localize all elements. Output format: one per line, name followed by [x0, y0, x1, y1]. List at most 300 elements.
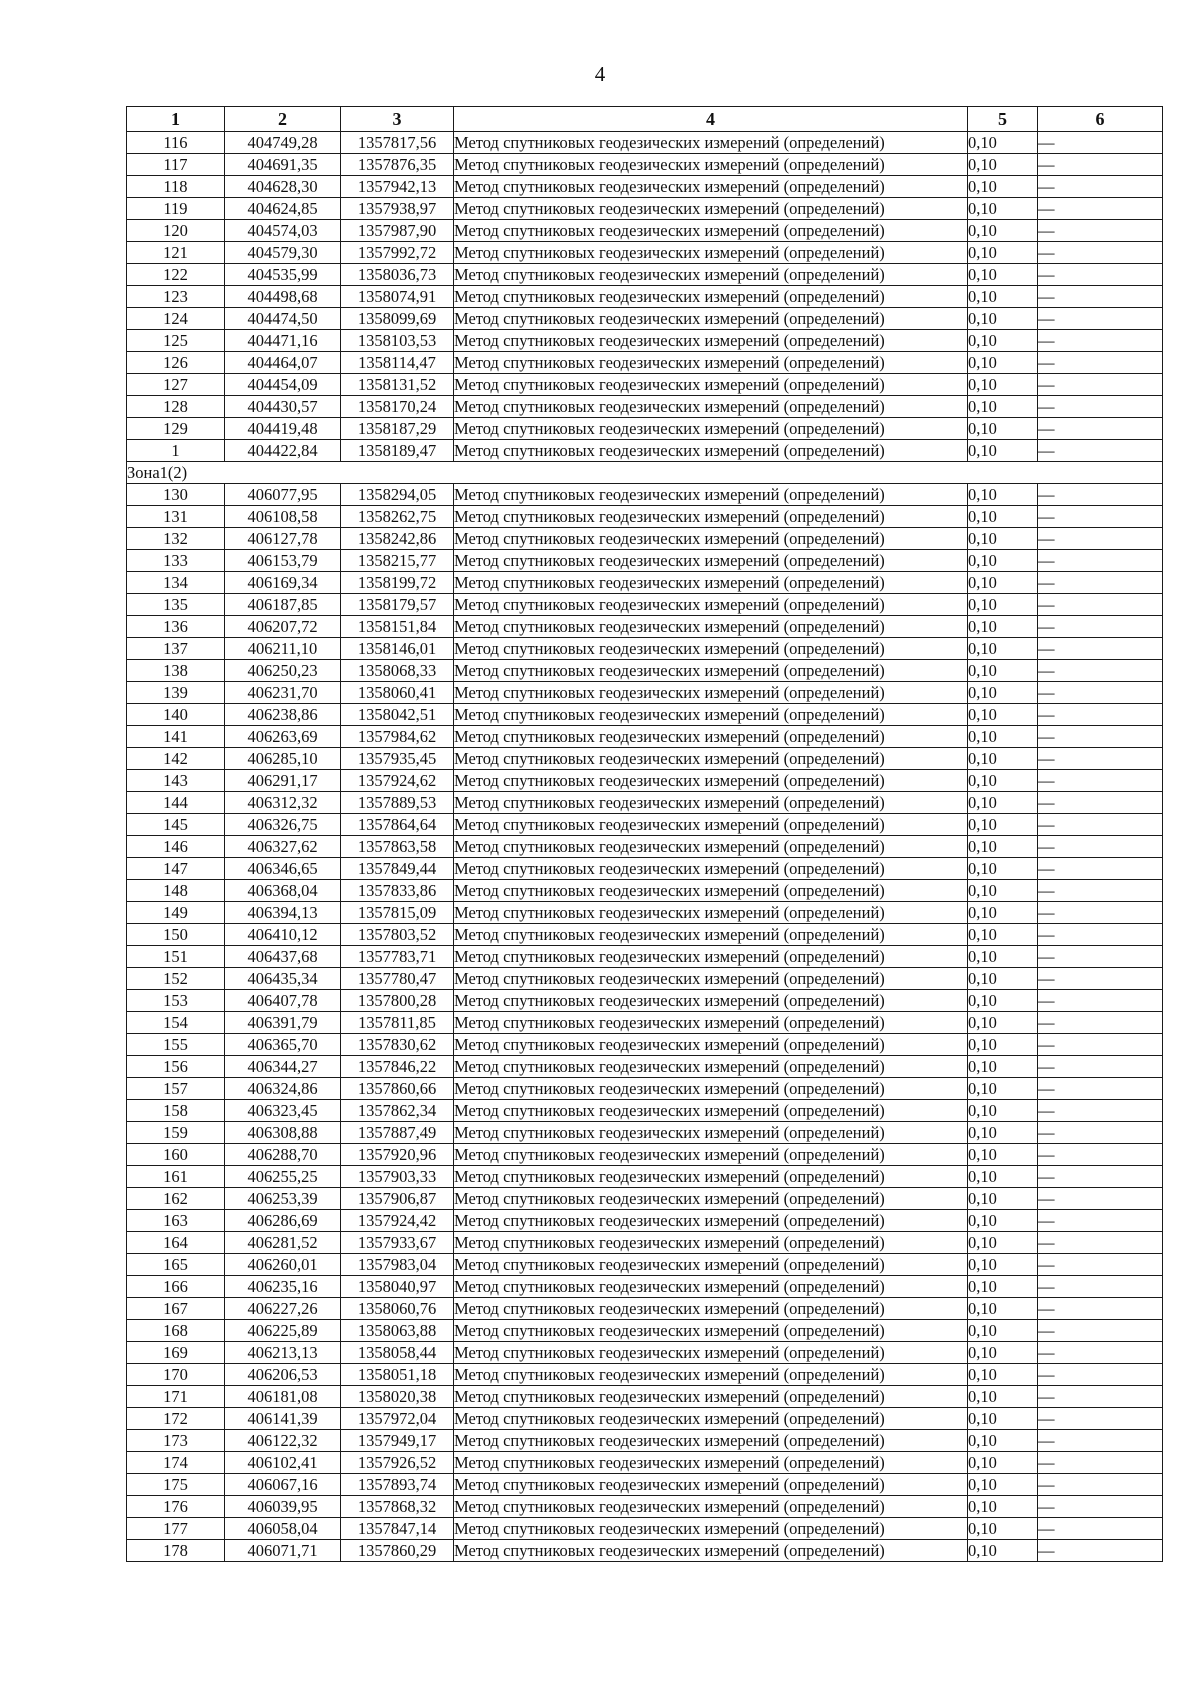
y-coordinate-cell: 1358187,29: [341, 418, 454, 440]
y-coordinate-cell: 1358294,05: [341, 484, 454, 506]
description-cell: —: [1038, 1276, 1163, 1298]
table-row: [127, 1430, 1163, 1452]
accuracy-cell: 0,10: [968, 814, 1038, 836]
accuracy-cell: 0,10: [968, 616, 1038, 638]
point-number-cell: 150: [127, 924, 225, 946]
method-cell: Метод спутниковых геодезических измерений (определений): [454, 1452, 968, 1474]
point-number-cell: 145: [127, 814, 225, 836]
description-cell: —: [1038, 594, 1163, 616]
description-cell: —: [1038, 968, 1163, 990]
column-header-x: 2: [225, 107, 341, 132]
accuracy-cell: 0,10: [968, 726, 1038, 748]
method-cell: Метод спутниковых геодезических измерений (определений): [454, 792, 968, 814]
point-number-cell: 1: [127, 440, 225, 462]
method-cell: Метод спутниковых геодезических измерений (определений): [454, 1166, 968, 1188]
point-number-cell: 177: [127, 1518, 225, 1540]
table-row: [127, 572, 1163, 594]
y-coordinate-cell: 1357924,42: [341, 1210, 454, 1232]
x-coordinate-cell: 406312,32: [225, 792, 341, 814]
method-cell: Метод спутниковых геодезических измерений (определений): [454, 440, 968, 462]
x-coordinate-cell: 406326,75: [225, 814, 341, 836]
table-row: [127, 1386, 1163, 1408]
point-number-cell: 149: [127, 902, 225, 924]
y-coordinate-cell: 1357783,71: [341, 946, 454, 968]
table-row: [127, 814, 1163, 836]
x-coordinate-cell: 404749,28: [225, 132, 341, 154]
y-coordinate-cell: 1357833,86: [341, 880, 454, 902]
description-cell: —: [1038, 1254, 1163, 1276]
description-cell: —: [1038, 528, 1163, 550]
accuracy-cell: 0,10: [968, 1100, 1038, 1122]
point-number-cell: 172: [127, 1408, 225, 1430]
point-number-cell: 140: [127, 704, 225, 726]
accuracy-cell: 0,10: [968, 154, 1038, 176]
point-number-cell: 163: [127, 1210, 225, 1232]
description-cell: —: [1038, 1408, 1163, 1430]
page-number: 4: [594, 62, 606, 86]
table-row: [127, 264, 1163, 286]
point-number-cell: 152: [127, 968, 225, 990]
x-coordinate-cell: 404628,30: [225, 176, 341, 198]
table-row: [127, 770, 1163, 792]
description-cell: —: [1038, 1166, 1163, 1188]
point-number-cell: 176: [127, 1496, 225, 1518]
method-cell: Метод спутниковых геодезических измерений (определений): [454, 1056, 968, 1078]
x-coordinate-cell: 406067,16: [225, 1474, 341, 1496]
description-cell: —: [1038, 264, 1163, 286]
y-coordinate-cell: 1357938,97: [341, 198, 454, 220]
point-number-cell: 127: [127, 374, 225, 396]
description-cell: —: [1038, 1232, 1163, 1254]
accuracy-cell: 0,10: [968, 968, 1038, 990]
table-row: [127, 616, 1163, 638]
x-coordinate-cell: 406169,34: [225, 572, 341, 594]
y-coordinate-cell: 1357863,58: [341, 836, 454, 858]
x-coordinate-cell: 404624,85: [225, 198, 341, 220]
description-cell: —: [1038, 1034, 1163, 1056]
x-coordinate-cell: 404579,30: [225, 242, 341, 264]
table-row: [127, 924, 1163, 946]
column-header-method: 4: [454, 107, 968, 132]
method-cell: Метод спутниковых геодезических измерений (определений): [454, 242, 968, 264]
method-cell: Метод спутниковых геодезических измерений (определений): [454, 726, 968, 748]
accuracy-cell: 0,10: [968, 1122, 1038, 1144]
accuracy-cell: 0,10: [968, 550, 1038, 572]
method-cell: Метод спутниковых геодезических измерений (определений): [454, 308, 968, 330]
y-coordinate-cell: 1357887,49: [341, 1122, 454, 1144]
method-cell: Метод спутниковых геодезических измерений (определений): [454, 660, 968, 682]
description-cell: —: [1038, 880, 1163, 902]
table-row: [127, 1166, 1163, 1188]
method-cell: Метод спутниковых геодезических измерений (определений): [454, 572, 968, 594]
description-cell: —: [1038, 638, 1163, 660]
x-coordinate-cell: 406181,08: [225, 1386, 341, 1408]
x-coordinate-cell: 406253,39: [225, 1188, 341, 1210]
point-number-cell: 120: [127, 220, 225, 242]
y-coordinate-cell: 1357992,72: [341, 242, 454, 264]
zone-header-row: [127, 462, 1163, 484]
method-cell: Метод спутниковых геодезических измерений (определений): [454, 396, 968, 418]
y-coordinate-cell: 1357889,53: [341, 792, 454, 814]
description-cell: —: [1038, 132, 1163, 154]
accuracy-cell: 0,10: [968, 264, 1038, 286]
point-number-cell: 142: [127, 748, 225, 770]
y-coordinate-cell: 1357876,35: [341, 154, 454, 176]
method-cell: Метод спутниковых геодезических измерений (определений): [454, 1342, 968, 1364]
accuracy-cell: 0,10: [968, 242, 1038, 264]
x-coordinate-cell: 406250,23: [225, 660, 341, 682]
point-number-cell: 146: [127, 836, 225, 858]
y-coordinate-cell: 1357849,44: [341, 858, 454, 880]
description-cell: —: [1038, 1430, 1163, 1452]
x-coordinate-cell: 406344,27: [225, 1056, 341, 1078]
method-cell: Метод спутниковых геодезических измерений (определений): [454, 1320, 968, 1342]
method-cell: Метод спутниковых геодезических измерений (определений): [454, 616, 968, 638]
accuracy-cell: 0,10: [968, 572, 1038, 594]
description-cell: —: [1038, 1496, 1163, 1518]
accuracy-cell: 0,10: [968, 902, 1038, 924]
y-coordinate-cell: 1358040,97: [341, 1276, 454, 1298]
method-cell: Метод спутниковых геодезических измерений (определений): [454, 264, 968, 286]
description-cell: —: [1038, 704, 1163, 726]
accuracy-cell: 0,10: [968, 132, 1038, 154]
y-coordinate-cell: 1358242,86: [341, 528, 454, 550]
x-coordinate-cell: 404454,09: [225, 374, 341, 396]
method-cell: Метод спутниковых геодезических измерений (определений): [454, 550, 968, 572]
accuracy-cell: 0,10: [968, 880, 1038, 902]
point-number-cell: 119: [127, 198, 225, 220]
table-row: [127, 946, 1163, 968]
accuracy-cell: 0,10: [968, 440, 1038, 462]
y-coordinate-cell: 1357830,62: [341, 1034, 454, 1056]
table-row: [127, 1518, 1163, 1540]
table-row: [127, 154, 1163, 176]
accuracy-cell: 0,10: [968, 1430, 1038, 1452]
y-coordinate-cell: 1357903,33: [341, 1166, 454, 1188]
method-cell: Метод спутниковых геодезических измерений (определений): [454, 528, 968, 550]
point-number-cell: 154: [127, 1012, 225, 1034]
accuracy-cell: 0,10: [968, 1386, 1038, 1408]
method-cell: Метод спутниковых геодезических измерений (определений): [454, 836, 968, 858]
table-row: [127, 880, 1163, 902]
method-cell: Метод спутниковых геодезических измерений (определений): [454, 1100, 968, 1122]
y-coordinate-cell: 1357868,32: [341, 1496, 454, 1518]
x-coordinate-cell: 406285,10: [225, 748, 341, 770]
x-coordinate-cell: 404535,99: [225, 264, 341, 286]
table-row: [127, 836, 1163, 858]
method-cell: Метод спутниковых геодезических измерений (определений): [454, 1386, 968, 1408]
method-cell: Метод спутниковых геодезических измерений (определений): [454, 814, 968, 836]
point-number-cell: 121: [127, 242, 225, 264]
point-number-cell: 128: [127, 396, 225, 418]
x-coordinate-cell: 406127,78: [225, 528, 341, 550]
table-row: [127, 638, 1163, 660]
description-cell: —: [1038, 814, 1163, 836]
table-body: [127, 132, 1163, 1562]
table-row: [127, 1188, 1163, 1210]
accuracy-cell: 0,10: [968, 1012, 1038, 1034]
method-cell: Метод спутниковых геодезических измерений (определений): [454, 1474, 968, 1496]
accuracy-cell: 0,10: [968, 1144, 1038, 1166]
accuracy-cell: 0,10: [968, 1320, 1038, 1342]
x-coordinate-cell: 406238,86: [225, 704, 341, 726]
x-coordinate-cell: 406323,45: [225, 1100, 341, 1122]
accuracy-cell: 0,10: [968, 924, 1038, 946]
x-coordinate-cell: 404691,35: [225, 154, 341, 176]
x-coordinate-cell: 406231,70: [225, 682, 341, 704]
x-coordinate-cell: 406288,70: [225, 1144, 341, 1166]
table-row: [127, 484, 1163, 506]
y-coordinate-cell: 1357817,56: [341, 132, 454, 154]
x-coordinate-cell: 406211,10: [225, 638, 341, 660]
method-cell: Метод спутниковых геодезических измерений (определений): [454, 1078, 968, 1100]
accuracy-cell: 0,10: [968, 330, 1038, 352]
y-coordinate-cell: 1358189,47: [341, 440, 454, 462]
accuracy-cell: 0,10: [968, 352, 1038, 374]
y-coordinate-cell: 1358060,76: [341, 1298, 454, 1320]
table-row: [127, 1408, 1163, 1430]
x-coordinate-cell: 406122,32: [225, 1430, 341, 1452]
y-coordinate-cell: 1358060,41: [341, 682, 454, 704]
point-number-cell: 171: [127, 1386, 225, 1408]
x-coordinate-cell: 406391,79: [225, 1012, 341, 1034]
description-cell: —: [1038, 308, 1163, 330]
description-cell: —: [1038, 1012, 1163, 1034]
point-number-cell: 159: [127, 1122, 225, 1144]
method-cell: Метод спутниковых геодезических измерений (определений): [454, 352, 968, 374]
point-number-cell: 173: [127, 1430, 225, 1452]
x-coordinate-cell: 404474,50: [225, 308, 341, 330]
x-coordinate-cell: 404498,68: [225, 286, 341, 308]
method-cell: Метод спутниковых геодезических измерений (определений): [454, 1122, 968, 1144]
y-coordinate-cell: 1358103,53: [341, 330, 454, 352]
x-coordinate-cell: 406039,95: [225, 1496, 341, 1518]
description-cell: —: [1038, 572, 1163, 594]
y-coordinate-cell: 1357933,67: [341, 1232, 454, 1254]
point-number-cell: 133: [127, 550, 225, 572]
accuracy-cell: 0,10: [968, 836, 1038, 858]
table-row: [127, 660, 1163, 682]
y-coordinate-cell: 1357864,64: [341, 814, 454, 836]
y-coordinate-cell: 1358114,47: [341, 352, 454, 374]
table-row: [127, 1100, 1163, 1122]
y-coordinate-cell: 1358074,91: [341, 286, 454, 308]
point-number-cell: 148: [127, 880, 225, 902]
point-number-cell: 151: [127, 946, 225, 968]
x-coordinate-cell: 406437,68: [225, 946, 341, 968]
point-number-cell: 116: [127, 132, 225, 154]
y-coordinate-cell: 1357924,62: [341, 770, 454, 792]
x-coordinate-cell: 406206,53: [225, 1364, 341, 1386]
x-coordinate-cell: 406346,65: [225, 858, 341, 880]
x-coordinate-cell: 406102,41: [225, 1452, 341, 1474]
x-coordinate-cell: 406187,85: [225, 594, 341, 616]
description-cell: —: [1038, 792, 1163, 814]
table-row: [127, 1452, 1163, 1474]
x-coordinate-cell: 406225,89: [225, 1320, 341, 1342]
point-number-cell: 139: [127, 682, 225, 704]
x-coordinate-cell: 406394,13: [225, 902, 341, 924]
accuracy-cell: 0,10: [968, 1188, 1038, 1210]
x-coordinate-cell: 406263,69: [225, 726, 341, 748]
table-row: [127, 396, 1163, 418]
x-coordinate-cell: 406435,34: [225, 968, 341, 990]
method-cell: Метод спутниковых геодезических измерений (определений): [454, 506, 968, 528]
point-number-cell: 161: [127, 1166, 225, 1188]
column-header-accuracy: 5: [968, 107, 1038, 132]
point-number-cell: 136: [127, 616, 225, 638]
point-number-cell: 162: [127, 1188, 225, 1210]
description-cell: —: [1038, 550, 1163, 572]
accuracy-cell: 0,10: [968, 1298, 1038, 1320]
y-coordinate-cell: 1357847,14: [341, 1518, 454, 1540]
table-row: [127, 1232, 1163, 1254]
y-coordinate-cell: 1358036,73: [341, 264, 454, 286]
description-cell: —: [1038, 220, 1163, 242]
method-cell: Метод спутниковых геодезических измерений (определений): [454, 682, 968, 704]
point-number-cell: 174: [127, 1452, 225, 1474]
x-coordinate-cell: 406255,25: [225, 1166, 341, 1188]
accuracy-cell: 0,10: [968, 484, 1038, 506]
x-coordinate-cell: 406368,04: [225, 880, 341, 902]
accuracy-cell: 0,10: [968, 638, 1038, 660]
point-number-cell: 158: [127, 1100, 225, 1122]
method-cell: Метод спутниковых геодезических измерений (определений): [454, 132, 968, 154]
description-cell: —: [1038, 1342, 1163, 1364]
accuracy-cell: 0,10: [968, 660, 1038, 682]
method-cell: Метод спутниковых геодезических измерений (определений): [454, 858, 968, 880]
y-coordinate-cell: 1357983,04: [341, 1254, 454, 1276]
y-coordinate-cell: 1357815,09: [341, 902, 454, 924]
table-row: [127, 1320, 1163, 1342]
point-number-cell: 125: [127, 330, 225, 352]
point-number-cell: 117: [127, 154, 225, 176]
x-coordinate-cell: 406207,72: [225, 616, 341, 638]
y-coordinate-cell: 1357846,22: [341, 1056, 454, 1078]
point-number-cell: 143: [127, 770, 225, 792]
table-row: [127, 1496, 1163, 1518]
description-cell: —: [1038, 1100, 1163, 1122]
x-coordinate-cell: 406410,12: [225, 924, 341, 946]
method-cell: Метод спутниковых геодезических измерений (определений): [454, 594, 968, 616]
x-coordinate-cell: 406153,79: [225, 550, 341, 572]
y-coordinate-cell: 1358058,44: [341, 1342, 454, 1364]
method-cell: Метод спутниковых геодезических измерений (определений): [454, 176, 968, 198]
y-coordinate-cell: 1358068,33: [341, 660, 454, 682]
y-coordinate-cell: 1357800,28: [341, 990, 454, 1012]
table-row: [127, 1474, 1163, 1496]
point-number-cell: 156: [127, 1056, 225, 1078]
description-cell: —: [1038, 242, 1163, 264]
accuracy-cell: 0,10: [968, 770, 1038, 792]
accuracy-cell: 0,10: [968, 858, 1038, 880]
accuracy-cell: 0,10: [968, 1232, 1038, 1254]
description-cell: —: [1038, 836, 1163, 858]
point-number-cell: 169: [127, 1342, 225, 1364]
point-number-cell: 122: [127, 264, 225, 286]
table-row: [127, 242, 1163, 264]
x-coordinate-cell: 404471,16: [225, 330, 341, 352]
accuracy-cell: 0,10: [968, 176, 1038, 198]
description-cell: —: [1038, 176, 1163, 198]
method-cell: Метод спутниковых геодезических измерений (определений): [454, 1408, 968, 1430]
table-row: [127, 1298, 1163, 1320]
x-coordinate-cell: 404430,57: [225, 396, 341, 418]
point-number-cell: 167: [127, 1298, 225, 1320]
description-cell: —: [1038, 1452, 1163, 1474]
y-coordinate-cell: 1357942,13: [341, 176, 454, 198]
method-cell: Метод спутниковых геодезических измерений (определений): [454, 154, 968, 176]
accuracy-cell: 0,10: [968, 990, 1038, 1012]
point-number-cell: 131: [127, 506, 225, 528]
y-coordinate-cell: 1358063,88: [341, 1320, 454, 1342]
y-coordinate-cell: 1357780,47: [341, 968, 454, 990]
x-coordinate-cell: 406141,39: [225, 1408, 341, 1430]
x-coordinate-cell: 406108,58: [225, 506, 341, 528]
table-row: [127, 1276, 1163, 1298]
column-header-point: 1: [127, 107, 225, 132]
accuracy-cell: 0,10: [968, 1452, 1038, 1474]
description-cell: —: [1038, 990, 1163, 1012]
table-row: [127, 1144, 1163, 1166]
accuracy-cell: 0,10: [968, 198, 1038, 220]
y-coordinate-cell: 1358170,24: [341, 396, 454, 418]
accuracy-cell: 0,10: [968, 682, 1038, 704]
table-row: [127, 550, 1163, 572]
accuracy-cell: 0,10: [968, 1364, 1038, 1386]
description-cell: —: [1038, 1144, 1163, 1166]
y-coordinate-cell: 1358215,77: [341, 550, 454, 572]
accuracy-cell: 0,10: [968, 946, 1038, 968]
method-cell: Метод спутниковых геодезических измерений (определений): [454, 1232, 968, 1254]
point-number-cell: 147: [127, 858, 225, 880]
table-row: [127, 506, 1163, 528]
y-coordinate-cell: 1358179,57: [341, 594, 454, 616]
description-cell: —: [1038, 1210, 1163, 1232]
method-cell: Метод спутниковых геодезических измерений (определений): [454, 946, 968, 968]
x-coordinate-cell: 406291,17: [225, 770, 341, 792]
table-row: [127, 990, 1163, 1012]
accuracy-cell: 0,10: [968, 1254, 1038, 1276]
method-cell: Метод спутниковых геодезических измерений (определений): [454, 968, 968, 990]
description-cell: —: [1038, 286, 1163, 308]
method-cell: Метод спутниковых геодезических измерений (определений): [454, 1188, 968, 1210]
method-cell: Метод спутниковых геодезических измерений (определений): [454, 748, 968, 770]
accuracy-cell: 0,10: [968, 748, 1038, 770]
method-cell: Метод спутниковых геодезических измерений (определений): [454, 220, 968, 242]
table-row: [127, 132, 1163, 154]
table-row: [127, 528, 1163, 550]
description-cell: —: [1038, 682, 1163, 704]
y-coordinate-cell: 1357906,87: [341, 1188, 454, 1210]
accuracy-cell: 0,10: [968, 220, 1038, 242]
y-coordinate-cell: 1357893,74: [341, 1474, 454, 1496]
x-coordinate-cell: 406058,04: [225, 1518, 341, 1540]
description-cell: —: [1038, 418, 1163, 440]
description-cell: —: [1038, 1298, 1163, 1320]
x-coordinate-cell: 404422,84: [225, 440, 341, 462]
x-coordinate-cell: 406365,70: [225, 1034, 341, 1056]
column-header-description: 6: [1038, 107, 1163, 132]
accuracy-cell: 0,10: [968, 1276, 1038, 1298]
y-coordinate-cell: 1358151,84: [341, 616, 454, 638]
description-cell: —: [1038, 858, 1163, 880]
coordinates-table: [126, 106, 1163, 1562]
point-number-cell: 178: [127, 1540, 225, 1562]
accuracy-cell: 0,10: [968, 1518, 1038, 1540]
method-cell: Метод спутниковых геодезических измерений (определений): [454, 1364, 968, 1386]
description-cell: —: [1038, 396, 1163, 418]
